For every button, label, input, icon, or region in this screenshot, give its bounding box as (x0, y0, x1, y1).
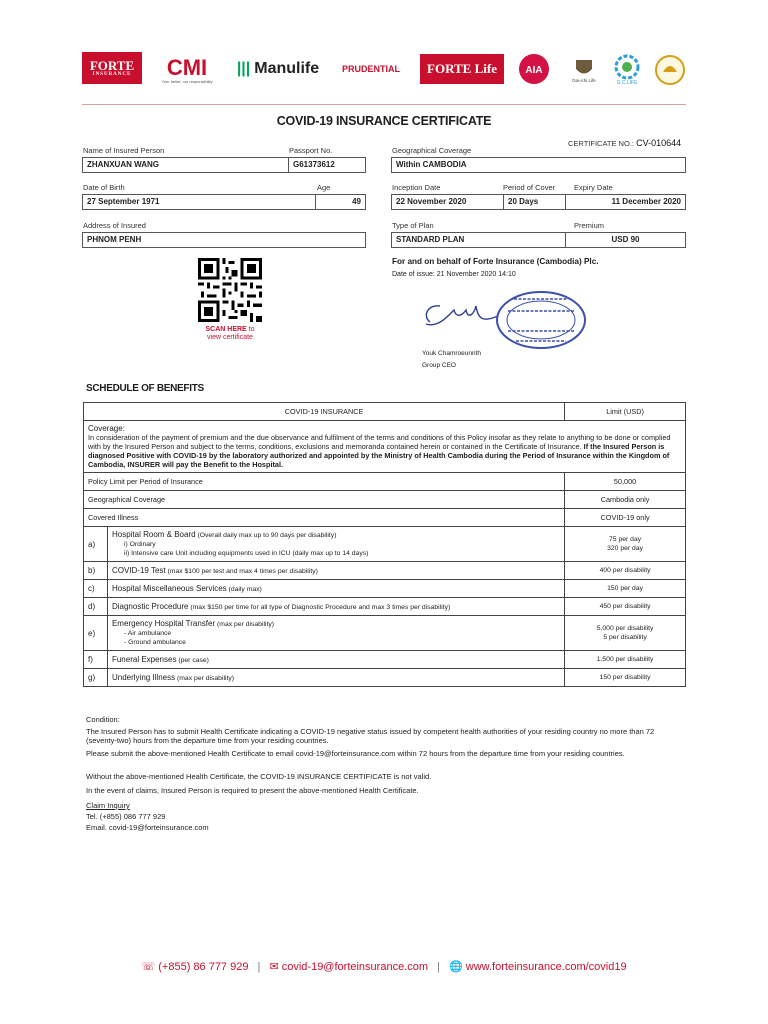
table-header-left: COVID-19 INSURANCE (84, 403, 565, 421)
policy-limit-value: 50,000 (565, 473, 686, 491)
header-divider (82, 104, 686, 105)
company-stamp (494, 289, 588, 351)
benefit-note: (max per disability) (215, 621, 275, 628)
benefit-title: Diagnostic Procedure (111, 601, 189, 611)
benefit-note: (daily max) (226, 585, 262, 593)
benefit-title: Hospital Room & Board (111, 530, 196, 539)
dob-field: 27 September 1971 (82, 194, 316, 210)
benefit-row (84, 669, 686, 687)
claim-inquiry-title: Claim Inquiry (86, 801, 130, 810)
expiry-label: Expiry Date (574, 183, 613, 192)
inception-field: 22 November 2020 (391, 194, 504, 210)
aia-logo (512, 52, 556, 86)
benefit-title: Hospital Miscellaneous Services (111, 583, 227, 593)
claim-email: Email. covid-19@forteinsurance.com (86, 823, 209, 832)
period-field: 20 Days (503, 194, 566, 210)
gclife-text: G.C.LIFE (616, 80, 638, 86)
cmi-tagline: Your belief, our responsibility (161, 78, 213, 84)
scan-to-text: to (246, 326, 255, 333)
benefit-note: (max $100 per test and max 4 times per disability) (165, 567, 318, 575)
benefit-sub-item: - Air ambulance (123, 630, 172, 637)
forte-logo-sub: INSURANCE (92, 72, 132, 77)
schedule-title: SCHEDULE OF BENEFITS (86, 383, 204, 394)
email-icon: ✉ (269, 961, 279, 973)
benefit-description (107, 527, 564, 562)
manulife-icon: ||| (236, 60, 251, 77)
age-label: Age (317, 183, 331, 192)
prudential-logo (332, 56, 410, 82)
daiichi-text: Dai-ichi Life (572, 77, 596, 83)
benefit-letter: e) (84, 616, 108, 651)
benefit-limit (565, 669, 686, 687)
name-field: ZHANXUAN WANG (82, 157, 289, 173)
on-behalf-text: For and on behalf of Forte Insurance (Cambodia) Plc. (392, 257, 599, 266)
benefit-note: (per case) (176, 656, 209, 664)
benefit-limit-value: 450 per disability (599, 603, 651, 610)
benefit-limit-value: 5 per disability (603, 634, 647, 641)
name-label: Name of Insured Person (83, 146, 165, 155)
geo-coverage-value: Cambodia only (565, 491, 686, 509)
view-certificate-text: view certificate (207, 334, 253, 341)
daiichi-shield-icon (574, 58, 594, 78)
gclife-flower-icon (614, 54, 640, 80)
passport-field: G61373612 (288, 157, 366, 173)
benefit-description (107, 616, 564, 651)
benefit-limit-value: 5,000 per disability (596, 625, 654, 632)
coverage-text: In consideration of the payment of premium and the due observance and fulfilment of the terms and conditions of this Policy insofar as they relate to anything to be done or complied with by the Insured Person and subject to the terms, conditions, exclusions and memoranda contained herein or contained in the Certificate of Insurance. (88, 433, 671, 451)
plan-field: STANDARD PLAN (391, 232, 566, 248)
benefit-letter: g) (84, 669, 108, 687)
qr-code[interactable] (198, 258, 262, 322)
benefit-note: (max per disability) (175, 674, 235, 682)
geo-coverage-label: Geographical Coverage (84, 491, 565, 509)
benefit-description (107, 580, 564, 598)
manulife-logo (232, 56, 324, 82)
benefit-letter: b) (84, 562, 108, 580)
benefit-limit (565, 651, 686, 669)
covered-illness-label: Covered Illness (84, 509, 565, 527)
svg-text:AIA: AIA (525, 65, 543, 76)
benefit-letter: c) (84, 580, 108, 598)
address-label: Address of Insured (83, 221, 146, 230)
address-field: PHNOM PENH (82, 232, 366, 248)
benefit-letter: d) (84, 598, 108, 616)
table-header-right: Limit (USD) (565, 403, 686, 421)
globe-icon: 🌐 (449, 961, 463, 973)
condition-p3: Without the above-mentioned Health Certificate, the COVID-19 INSURANCE CERTIFICATE is not valid. (86, 772, 432, 781)
benefit-description (107, 562, 564, 580)
policy-limit-row (84, 473, 686, 491)
table-header-row (84, 403, 686, 421)
passport-label: Passport No. (289, 146, 333, 155)
covered-illness-value: COVID-19 only (565, 509, 686, 527)
benefit-limit (565, 580, 686, 598)
benefit-sub-item: i) Ordinary (123, 541, 156, 548)
prudential-text: PRUDENTIAL (342, 64, 400, 74)
gclife-logo (610, 50, 644, 90)
coverage-bold: If the Insured Person is diagnosed Positive with COVID-19 by the laboratory authorized and appointed by the Ministry of Health Cambodia during the Period of Insurance within the Kingdom of Cambodia, INSURER will pay the Benefit to the Hospital. (88, 442, 670, 469)
benefit-row (84, 562, 686, 580)
period-label: Period of Cover (503, 183, 556, 192)
policy-limit-label: Policy Limit per Period of Insurance (84, 473, 565, 491)
covered-illness-row (84, 509, 686, 527)
premium-label: Premium (574, 221, 605, 230)
benefit-limit-value: 400 per disability (599, 567, 651, 574)
benefit-description (107, 669, 564, 687)
certificate-no: CV-010644 (636, 138, 682, 148)
emblem-icon (654, 54, 686, 86)
condition-p1: The Insured Person has to submit Health Certificate indicating a COVID-19 negative status issued by competent health authorities of your residing country no more than 72 (seventy-two) hours from the departure time from your residing countries. (86, 727, 655, 745)
phone-icon: ☏ (141, 961, 156, 973)
footer-phone[interactable]: (+855) 86 777 929 (158, 961, 249, 973)
coverage-title: Coverage: (88, 424, 125, 433)
scan-here-text: SCAN HERE (205, 326, 247, 333)
condition-p4: In the event of claims, Insured Person is required to present the above-mentioned Health Certificate. (86, 786, 419, 795)
emblem-logo (652, 52, 688, 88)
benefit-title: COVID-19 Test (111, 565, 166, 575)
benefit-description (107, 598, 564, 616)
footer-web[interactable]: www.forteinsurance.com/covid19 (465, 961, 627, 973)
geo-label: Geographical Coverage (392, 146, 472, 155)
coverage-row (84, 421, 686, 473)
benefit-title: Underlying Illness (111, 672, 176, 682)
footer-separator: | (257, 961, 261, 973)
age-field: 49 (315, 194, 366, 210)
cmi-logo (152, 50, 222, 90)
date-of-issue: Date of issue: 21 November 2020 14:10 (392, 271, 516, 278)
benefit-description (107, 651, 564, 669)
signatory-title: Group CEO (422, 362, 456, 369)
benefit-limit-value: 75 per day (609, 536, 642, 543)
manulife-text: Manulife (254, 60, 320, 77)
geo-field: Within CAMBODIA (391, 157, 686, 173)
cmi-logo-text: CMI (166, 54, 208, 80)
forte-insurance-logo (82, 52, 142, 84)
premium-field: USD 90 (565, 232, 686, 248)
footer-contacts (0, 960, 768, 973)
benefit-limit (565, 598, 686, 616)
benefit-limit-value: 320 per day (607, 545, 644, 552)
forte-logo-text: FORTE (89, 58, 135, 73)
benefit-note: (Overall daily max up to 90 days per disability) (195, 532, 337, 539)
benefit-limit-value: 1,500 per disability (596, 656, 654, 663)
certificate-title: COVID-19 INSURANCE CERTIFICATE (276, 114, 492, 128)
benefit-letter: a) (84, 527, 108, 562)
benefit-limit-value: 150 per disability (599, 674, 651, 681)
aia-icon (516, 53, 552, 85)
condition-title: Condition: (86, 715, 120, 724)
forte-life-text: FORTE Life (427, 61, 497, 76)
certificate-no-label: CERTIFICATE NO.: CV-010644 (568, 138, 682, 148)
benefit-title: Funeral Expenses (111, 654, 177, 664)
dob-label: Date of Birth (83, 183, 125, 192)
geo-coverage-row (84, 491, 686, 509)
inception-label: Inception Date (392, 183, 441, 192)
daiichi-logo (564, 50, 604, 90)
benefit-sub-item: ii) Intensive care Unit including equipments used in ICU (daily max up to 14 days) (123, 550, 369, 557)
benefit-sub-item: - Ground ambulance (123, 639, 186, 646)
signatory-name: Youk Chamroeunrith (422, 350, 482, 357)
benefit-title: Emergency Hospital Transfer (111, 619, 216, 628)
benefit-row (84, 616, 686, 651)
condition-p2: Please submit the above-mentioned Health Certificate to email covid-19@forteinsurance.com within 72 hours from the departure time from your residing countries. (86, 749, 625, 758)
qr-caption[interactable] (188, 326, 272, 342)
signature (418, 296, 500, 336)
forte-life-logo (420, 54, 504, 84)
benefit-row (84, 651, 686, 669)
benefit-limit (565, 616, 686, 651)
benefits-table (83, 402, 686, 687)
benefit-letter: f) (84, 651, 108, 669)
footer-separator: | (437, 961, 440, 973)
benefit-limit (565, 562, 686, 580)
benefit-row (84, 598, 686, 616)
footer-email[interactable]: covid-19@forteinsurance.com (281, 961, 429, 973)
plan-label: Type of Plan (392, 221, 434, 230)
benefit-limit-value: 150 per day (607, 585, 644, 592)
benefit-row (84, 527, 686, 562)
expiry-field: 11 December 2020 (565, 194, 686, 210)
benefit-note: (max $150 per time for all type of Diagnostic Procedure and max 3 times per disability) (188, 603, 451, 611)
benefit-row (84, 580, 686, 598)
claim-tel: Tel. (+855) 086 777 929 (86, 812, 166, 821)
benefit-limit (565, 527, 686, 562)
